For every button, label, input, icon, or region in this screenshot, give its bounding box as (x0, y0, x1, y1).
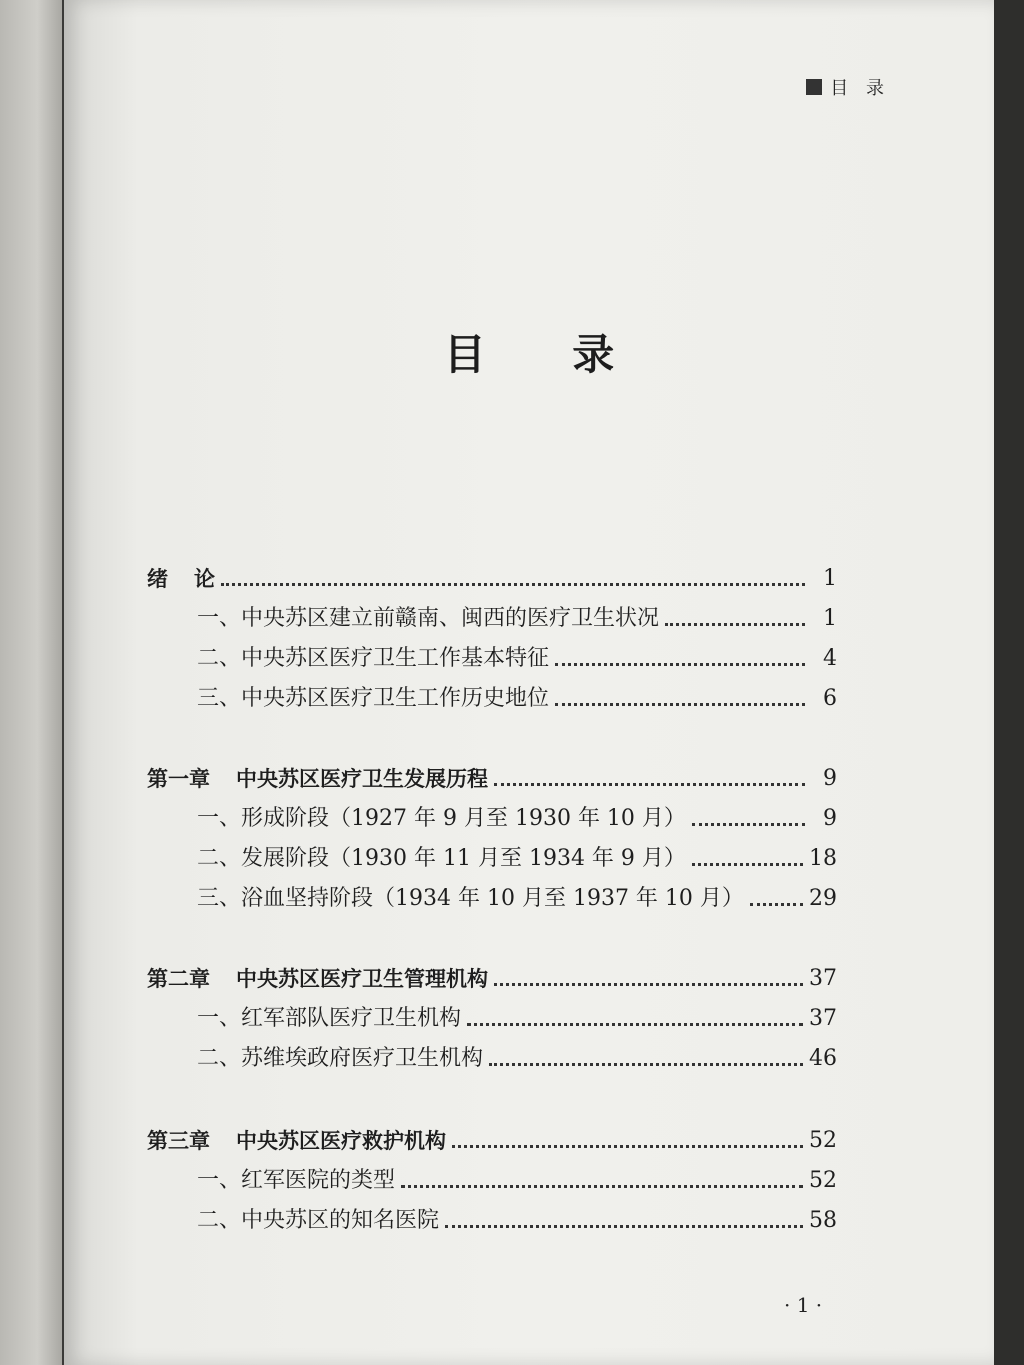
toc-section-entry[interactable] (147, 1032, 837, 1072)
toc-section-label: 一、红军医院的类型 (197, 1168, 396, 1193)
toc-section-entry[interactable] (147, 792, 837, 832)
dot-leader (692, 862, 803, 866)
toc-section-entry[interactable] (147, 992, 837, 1032)
running-header-label: 目 录 (830, 78, 890, 99)
toc-section-label: 三、浴血坚持阶段（1934 年 10 月至 1937 年 10 月） (197, 886, 744, 911)
toc-chapter-number: 第三章 (147, 1129, 210, 1153)
toc-section-entry[interactable] (147, 592, 837, 632)
toc-page-number: 9 (823, 766, 837, 791)
toc-page-number: 52 (809, 1128, 837, 1153)
dot-leader (445, 1224, 803, 1228)
dot-leader (750, 902, 803, 906)
toc-chapter-number: 绪 (147, 567, 168, 591)
dot-leader (665, 622, 805, 626)
dot-leader (467, 1022, 803, 1026)
toc-chapter-title (147, 1128, 446, 1154)
toc-page-number: 52 (809, 1168, 837, 1193)
dot-leader (452, 1144, 803, 1148)
toc-section-entry[interactable] (147, 1194, 837, 1234)
toc-section-label: 二、发展阶段（1930 年 11 月至 1934 年 9 月） (197, 846, 686, 871)
toc-page-number: 4 (823, 646, 837, 671)
toc-page-number: 46 (809, 1046, 837, 1071)
toc-section-label: 三、中央苏区医疗卫生工作历史地位 (197, 686, 550, 711)
toc-chapter-entry[interactable] (147, 552, 837, 592)
toc-section-entry[interactable] (147, 872, 837, 912)
toc-section-label: 一、中央苏区建立前赣南、闽西的医疗卫生状况 (197, 606, 660, 631)
toc-page-number: 58 (809, 1208, 837, 1233)
toc-page-number: 1 (823, 606, 837, 631)
dot-leader (555, 702, 805, 706)
toc-section-entry[interactable] (147, 832, 837, 872)
toc-page-number: 6 (823, 686, 837, 711)
toc-chapter-number: 第二章 (147, 967, 210, 991)
dot-leader (489, 1062, 803, 1066)
toc-section-label: 二、中央苏区医疗卫生工作基本特征 (197, 646, 550, 671)
toc-page-number: 37 (809, 1006, 837, 1031)
dot-leader (221, 582, 805, 586)
dot-leader (401, 1184, 803, 1188)
dot-leader (692, 822, 805, 826)
page-number: · 1 · (784, 1293, 823, 1317)
toc-chapter-label: 中央苏区医疗卫生发展历程 (236, 767, 488, 791)
toc-page-number: 18 (809, 846, 837, 871)
running-header (806, 74, 890, 100)
toc-section-entry[interactable] (147, 672, 837, 712)
toc-section-entry[interactable] (147, 1154, 837, 1194)
toc-chapter-number: 第一章 (147, 767, 210, 791)
toc-section-label: 二、苏维埃政府医疗卫生机构 (197, 1046, 484, 1071)
toc-section-entry[interactable] (147, 632, 837, 672)
toc-page-number: 1 (823, 566, 837, 591)
toc-chapter-title (147, 566, 215, 592)
toc-section-label: 一、红军部队医疗卫生机构 (197, 1006, 462, 1031)
dot-leader (494, 982, 803, 986)
toc-chapter-entry[interactable] (147, 752, 837, 792)
toc-page-number: 29 (809, 886, 837, 911)
background-edge (994, 0, 1024, 1365)
book-page (64, 0, 994, 1365)
toc-section-label: 二、中央苏区的知名医院 (197, 1208, 440, 1233)
toc-page-number: 9 (823, 806, 837, 831)
toc-chapter-entry[interactable] (147, 1114, 837, 1154)
toc-chapter-label: 中央苏区医疗救护机构 (236, 1129, 446, 1153)
toc-chapter-label: 论 (194, 567, 215, 591)
toc-chapter-label: 中央苏区医疗卫生管理机构 (236, 967, 488, 991)
page-title: 目 录 (443, 330, 651, 379)
dot-leader (555, 662, 805, 666)
dot-leader (494, 782, 805, 786)
facing-page-edge (0, 0, 62, 1365)
toc-page-number: 37 (809, 966, 837, 991)
toc-chapter-title (147, 966, 488, 992)
toc-chapter-title (147, 766, 488, 792)
toc-section-label: 一、形成阶段（1927 年 9 月至 1930 年 10 月） (197, 806, 686, 831)
header-marker-icon (806, 79, 822, 95)
toc-chapter-entry[interactable] (147, 952, 837, 992)
